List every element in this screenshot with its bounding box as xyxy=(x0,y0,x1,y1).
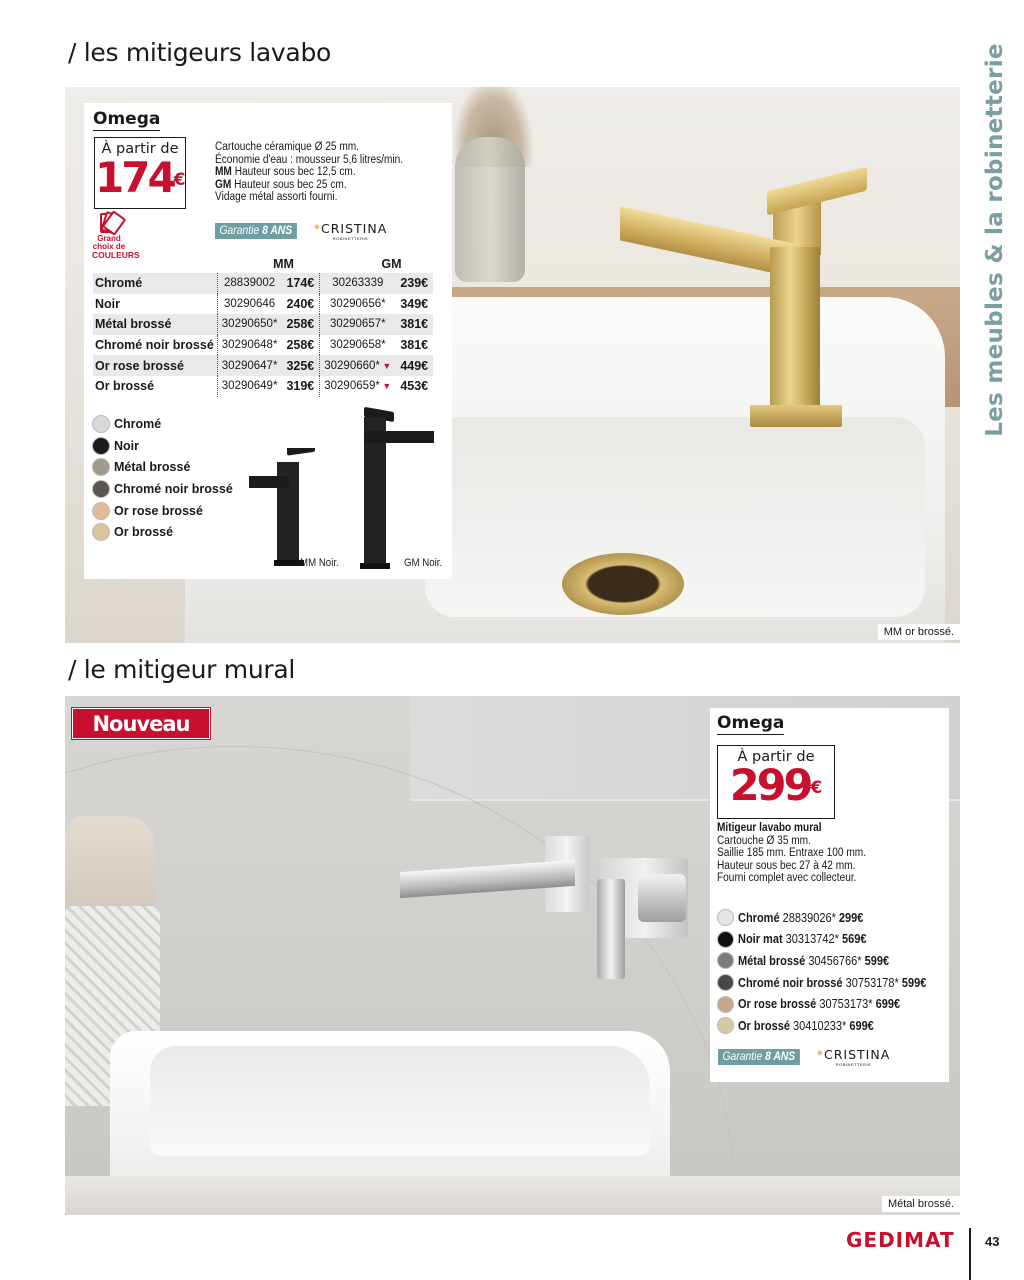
variant-price: 699€ xyxy=(875,997,901,1012)
guarantee-badge xyxy=(718,1049,800,1065)
gm-price: 381€ xyxy=(400,338,429,353)
variant-name: Noir mat xyxy=(738,932,783,947)
desc-mm-text: Hauteur sous bec 12,5 cm. xyxy=(234,166,356,178)
swatch-dot xyxy=(92,502,110,520)
variant-ref: 30410233* xyxy=(793,1018,847,1033)
color-icon-label-1: Grand xyxy=(97,234,121,243)
gm-ref: 30263339 xyxy=(320,273,396,294)
variant-ref: 30313742* xyxy=(785,932,839,947)
variant-price: 569€ xyxy=(841,932,867,947)
chapter-title-text: Les meubles & la robinetterie xyxy=(982,43,1008,437)
price-prefix: À partir de xyxy=(101,141,179,157)
table-row xyxy=(93,355,433,376)
color-icon-label-2: choix de xyxy=(92,242,126,251)
price-number: 174 xyxy=(95,153,174,202)
desc-line: Hauteur sous bec 27 à 42 mm. xyxy=(717,859,856,872)
swatch-dot xyxy=(92,480,110,498)
price-currency: € xyxy=(173,170,186,190)
gm-price: 239€ xyxy=(395,273,433,294)
desc-line: Cartouche céramique Ø 25 mm. xyxy=(215,141,359,153)
swatch-label: Chromé xyxy=(114,416,162,431)
variant-name: Or brossé xyxy=(738,1018,790,1033)
black-faucet-gm-image xyxy=(354,403,434,571)
gm-ref xyxy=(320,376,396,397)
gold-faucet-spout xyxy=(620,206,795,277)
variant-dot xyxy=(717,931,734,948)
color-fan-icon xyxy=(96,211,122,235)
color-name: Or rose brossé xyxy=(93,355,217,376)
variant-item xyxy=(717,907,952,929)
gm-ref xyxy=(320,355,396,376)
section-title-mitigeur-mural: / le mitigeur mural xyxy=(68,655,296,684)
col-header-gm: GM xyxy=(381,257,402,271)
color-name: Or brossé xyxy=(95,379,155,394)
swatch-dot xyxy=(92,523,110,541)
counter-top xyxy=(65,1176,960,1215)
variant-ref: 30753173* xyxy=(819,997,873,1012)
price-value xyxy=(95,153,186,202)
price-table xyxy=(93,255,433,397)
swatch-label: Or rose brossé xyxy=(114,503,203,518)
page-number: 43 xyxy=(985,1234,1000,1249)
variant-list xyxy=(717,907,952,1037)
variant-text xyxy=(738,997,900,1011)
guarantee-prefix: Garantie xyxy=(219,225,260,237)
product-name: Omega xyxy=(717,713,785,733)
desc-line: Cartouche Ø 35 mm. xyxy=(717,834,811,847)
mm-ref: 28839002 xyxy=(217,273,281,294)
gm-noir-caption: GM Noir. xyxy=(404,557,443,569)
variant-ref: 28839026* xyxy=(782,910,836,925)
table-row xyxy=(93,294,433,315)
guarantee-years: 8 ANS xyxy=(262,225,293,237)
price-down-icon: ▼ xyxy=(379,381,392,392)
faucet-mixer-body xyxy=(638,874,686,922)
gold-faucet-base xyxy=(750,405,842,427)
variant-dot xyxy=(717,996,734,1013)
price-down-icon: ▼ xyxy=(379,360,392,371)
variant-name: Or rose brossé xyxy=(738,997,817,1012)
price-box xyxy=(94,137,186,209)
desc-gm-label: GM xyxy=(215,178,232,191)
photo-caption-1: MM or brossé. xyxy=(878,624,960,640)
gm-price: 349€ xyxy=(400,296,429,311)
variant-text xyxy=(738,976,926,990)
brand-name: *CRISTINA xyxy=(816,1047,891,1062)
variant-item xyxy=(717,993,952,1015)
faucet-lever xyxy=(597,879,625,979)
swatch-item xyxy=(92,456,233,478)
photo-caption-2: Métal brossé. xyxy=(882,1196,960,1212)
brand-name-text: CRISTINA xyxy=(824,1047,891,1062)
mm-price: 258€ xyxy=(281,314,319,335)
price-prefix: À partir de xyxy=(737,749,815,765)
price-currency: € xyxy=(810,778,823,798)
gm-ref: 30290656* xyxy=(320,294,396,315)
swatch-item xyxy=(92,435,233,457)
mm-ref: 30290647* xyxy=(217,355,281,376)
price-box xyxy=(717,745,835,819)
variant-price: 599€ xyxy=(864,953,890,968)
gm-ref: 30290658* xyxy=(320,335,396,356)
desc-line: Vidage métal assorti fourni. xyxy=(215,191,338,203)
section-title-mitigeurs-lavabo: / les mitigeurs lavabo xyxy=(68,38,332,67)
brand-sub: ROBINETTERIE xyxy=(332,236,369,241)
mm-price: 258€ xyxy=(286,338,315,353)
table-row xyxy=(93,376,433,397)
price-number: 299 xyxy=(729,761,811,811)
variant-text xyxy=(738,932,866,946)
mm-ref: 30290649* xyxy=(217,376,281,397)
vase xyxy=(455,137,525,282)
mm-price: 174€ xyxy=(281,273,319,294)
swatch-label: Noir xyxy=(114,438,139,453)
variant-text xyxy=(738,911,863,925)
table-row xyxy=(93,273,433,294)
table-row xyxy=(93,314,433,335)
variant-ref: 30753178* xyxy=(845,975,899,990)
gm-price: 381€ xyxy=(395,314,433,335)
variant-dot xyxy=(717,952,734,969)
desc-line: Saillie 185 mm. Entraxe 100 mm. xyxy=(717,847,867,859)
variant-text xyxy=(738,954,889,968)
brand-logo xyxy=(817,1047,891,1067)
color-swatches xyxy=(92,413,233,543)
desc-line: Fourni complet avec collecteur. xyxy=(717,872,857,884)
swatch-item xyxy=(92,413,233,435)
variant-ref: 30456766* xyxy=(808,953,862,968)
product-description xyxy=(717,822,866,885)
variant-price: 299€ xyxy=(838,910,864,925)
square-basin-inner xyxy=(150,1046,650,1156)
variant-price: 699€ xyxy=(849,1018,874,1033)
product-card-omega-lavabo xyxy=(84,103,452,579)
color-choice-icon xyxy=(92,211,140,260)
desc-line-mm xyxy=(215,166,403,179)
color-name: Noir xyxy=(95,296,120,311)
swatch-label: Métal brossé xyxy=(114,460,191,475)
gm-price: 453€ xyxy=(400,379,429,394)
guarantee-badge xyxy=(215,223,297,239)
mm-ref: 30290646 xyxy=(217,294,281,315)
brand-logo xyxy=(314,221,388,241)
gold-drain xyxy=(562,553,684,615)
desc-mm-label: MM xyxy=(215,166,232,178)
new-badge: Nouveau xyxy=(72,708,210,739)
variant-dot xyxy=(717,909,734,926)
variant-item xyxy=(717,972,952,994)
black-faucet-mm-image xyxy=(249,448,319,568)
brand-name-text: CRISTINA xyxy=(321,221,388,236)
mm-price: 319€ xyxy=(286,379,315,394)
desc-title: Mitigeur lavabo mural xyxy=(717,822,822,834)
swatch-item xyxy=(92,500,233,522)
guarantee-prefix: Garantie xyxy=(722,1051,763,1063)
swatch-item xyxy=(92,478,233,500)
mm-ref: 30290650* xyxy=(217,314,281,335)
guarantee-years: 8 ANS xyxy=(765,1051,796,1063)
variant-text xyxy=(738,1019,874,1033)
product-name: Omega xyxy=(93,109,161,129)
variant-dot xyxy=(717,1017,734,1034)
swatch-item xyxy=(92,521,233,543)
mm-noir-caption: MM Noir. xyxy=(300,557,339,569)
color-icon-label-3: COULEURS xyxy=(92,250,140,260)
footer-separator xyxy=(969,1228,971,1280)
swatch-label: Chromé noir brossé xyxy=(114,481,233,496)
product-description xyxy=(215,141,403,204)
gm-ref-text: 30290660* xyxy=(324,359,380,372)
brand-sub: ROBINETTERIE xyxy=(835,1062,872,1067)
table-row xyxy=(93,335,433,356)
variant-name: Chromé xyxy=(738,910,780,925)
gm-ref: 30290657* xyxy=(320,314,396,335)
desc-line-gm xyxy=(215,179,403,192)
swatch-dot xyxy=(92,458,110,476)
guarantee-row xyxy=(718,1047,890,1067)
variant-price: 599€ xyxy=(901,975,927,990)
mm-price: 240€ xyxy=(286,296,315,311)
color-name: Chromé xyxy=(93,273,217,294)
chapter-title xyxy=(970,40,1020,440)
desc-line: Économie d'eau : mousseur 5,6 litres/min. xyxy=(215,153,404,166)
variant-item xyxy=(717,950,952,972)
gedimat-logo: GEDIMAT xyxy=(846,1228,955,1252)
color-name: Chromé noir brossé xyxy=(95,338,214,353)
swatch-label: Or brossé xyxy=(114,525,174,540)
gold-faucet-body xyxy=(770,247,820,417)
product-card-omega-mural xyxy=(710,708,949,1082)
variant-name: Chromé noir brossé xyxy=(738,975,843,990)
swatch-dot xyxy=(92,415,110,433)
color-name: Métal brossé xyxy=(93,314,217,335)
guarantee-row xyxy=(215,221,387,241)
brand-name: *CRISTINA xyxy=(313,221,388,236)
variant-item xyxy=(717,1015,952,1037)
gm-ref-text: 30290659* xyxy=(324,380,380,393)
variant-item xyxy=(717,929,952,951)
swatch-dot xyxy=(92,437,110,455)
desc-gm-text: Hauteur sous bec 25 cm. xyxy=(234,178,347,191)
mm-price: 325€ xyxy=(281,355,319,376)
price-value xyxy=(718,761,834,811)
col-header-mm: MM xyxy=(273,257,294,271)
variant-dot xyxy=(717,974,734,991)
gm-price: 449€ xyxy=(395,355,433,376)
variant-name: Métal brossé xyxy=(738,953,806,968)
mm-ref: 30290648* xyxy=(217,335,281,356)
